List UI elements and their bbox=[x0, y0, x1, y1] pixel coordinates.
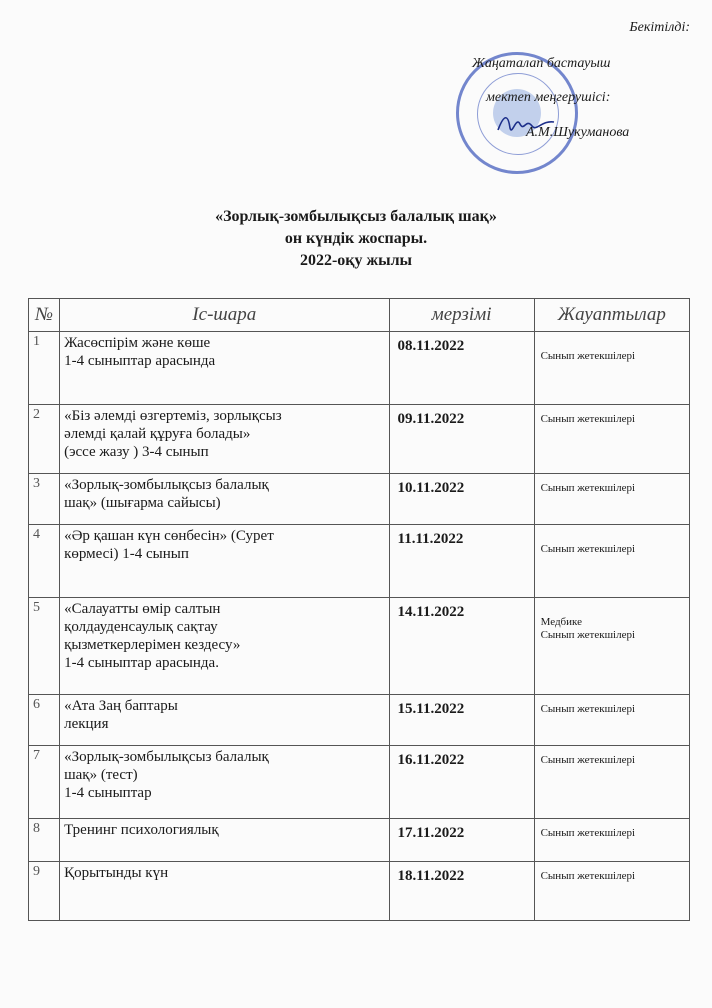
row-responsible: Сынып жетекшілері bbox=[534, 862, 689, 921]
row-date: 10.11.2022 bbox=[389, 474, 534, 525]
doc-title-line1: «Зорлық-зомбылықсыз балалық шақ» bbox=[215, 208, 497, 225]
table-row bbox=[29, 405, 690, 474]
row-number: 2 bbox=[29, 405, 60, 474]
header-event: Іс-шара bbox=[60, 299, 389, 332]
row-number: 8 bbox=[29, 819, 60, 862]
table-row bbox=[29, 819, 690, 862]
row-number: 4 bbox=[29, 525, 60, 598]
row-number: 3 bbox=[29, 474, 60, 525]
row-number: 9 bbox=[29, 862, 60, 921]
row-event: «Ата Заң баптары лекция bbox=[60, 695, 389, 746]
row-date: 14.11.2022 bbox=[389, 598, 534, 695]
row-number: 5 bbox=[29, 598, 60, 695]
row-number: 7 bbox=[29, 746, 60, 819]
approval-position-line1: Жаңаталап бастауыш bbox=[472, 56, 611, 71]
table-row bbox=[29, 695, 690, 746]
header-date: мерзімі bbox=[389, 299, 534, 332]
row-date: 15.11.2022 bbox=[389, 695, 534, 746]
approval-position-line2: мектеп меңгерушісі: bbox=[486, 90, 611, 105]
row-event: Тренинг психологиялық bbox=[60, 819, 389, 862]
row-responsible: Сынып жетекшілері bbox=[534, 695, 689, 746]
table-row bbox=[29, 862, 690, 921]
table-row bbox=[29, 746, 690, 819]
header-number: № bbox=[29, 299, 60, 332]
row-event: «Салауатты өмір салтын қолдауденсаулық сақтау қызметкерлерімен кездесу» 1-4 сыныптар арасында. bbox=[60, 598, 389, 695]
row-responsible: Сынып жетекшілері bbox=[534, 819, 689, 862]
row-date: 11.11.2022 bbox=[389, 525, 534, 598]
row-date: 17.11.2022 bbox=[389, 819, 534, 862]
row-number: 1 bbox=[29, 332, 60, 405]
row-event: Қорытынды күн bbox=[60, 862, 389, 921]
row-responsible: Сынып жетекшілері bbox=[534, 525, 689, 598]
row-event: «Әр қашан күн сөнбесін» (Сурет көрмесі) 1-4 сынып bbox=[60, 525, 389, 598]
row-responsible: Сынып жетекшілері bbox=[534, 474, 689, 525]
table-row bbox=[29, 332, 690, 405]
row-responsible: Медбике Сынып жетекшілері bbox=[534, 598, 689, 695]
table-row bbox=[29, 525, 690, 598]
table-header-row bbox=[29, 299, 690, 332]
row-responsible: Сынып жетекшілері bbox=[534, 332, 689, 405]
row-number: 6 bbox=[29, 695, 60, 746]
row-event: «Біз әлемді өзгертеміз, зорлықсыз әлемді қалай құруға болады» (эссе жазу ) 3-4 сынып bbox=[60, 405, 389, 474]
row-date: 16.11.2022 bbox=[389, 746, 534, 819]
approval-title: Бекітілді: bbox=[629, 20, 690, 35]
row-event: «Зорлық-зомбылықсыз балалық шақ» (тест) 1-4 сыныптар bbox=[60, 746, 389, 819]
table-row bbox=[29, 474, 690, 525]
row-event: Жасөспірім және көше 1-4 сыныптар арасында bbox=[60, 332, 389, 405]
row-responsible: Сынып жетекшілері bbox=[534, 746, 689, 819]
row-date: 18.11.2022 bbox=[389, 862, 534, 921]
row-event: «Зорлық-зомбылықсыз балалық шақ» (шығарма сайысы) bbox=[60, 474, 389, 525]
doc-title-line2: он күндік жоспары. bbox=[284, 230, 428, 247]
table-row bbox=[29, 598, 690, 695]
approval-name: А.М.Шукуманова bbox=[526, 125, 630, 140]
plan-table bbox=[28, 298, 690, 921]
header-responsible: Жауаптылар bbox=[534, 299, 689, 332]
doc-title-line3: 2022-оқу жылы bbox=[299, 252, 413, 269]
row-responsible: Сынып жетекшілері bbox=[534, 405, 689, 474]
row-date: 08.11.2022 bbox=[389, 332, 534, 405]
row-date: 09.11.2022 bbox=[389, 405, 534, 474]
